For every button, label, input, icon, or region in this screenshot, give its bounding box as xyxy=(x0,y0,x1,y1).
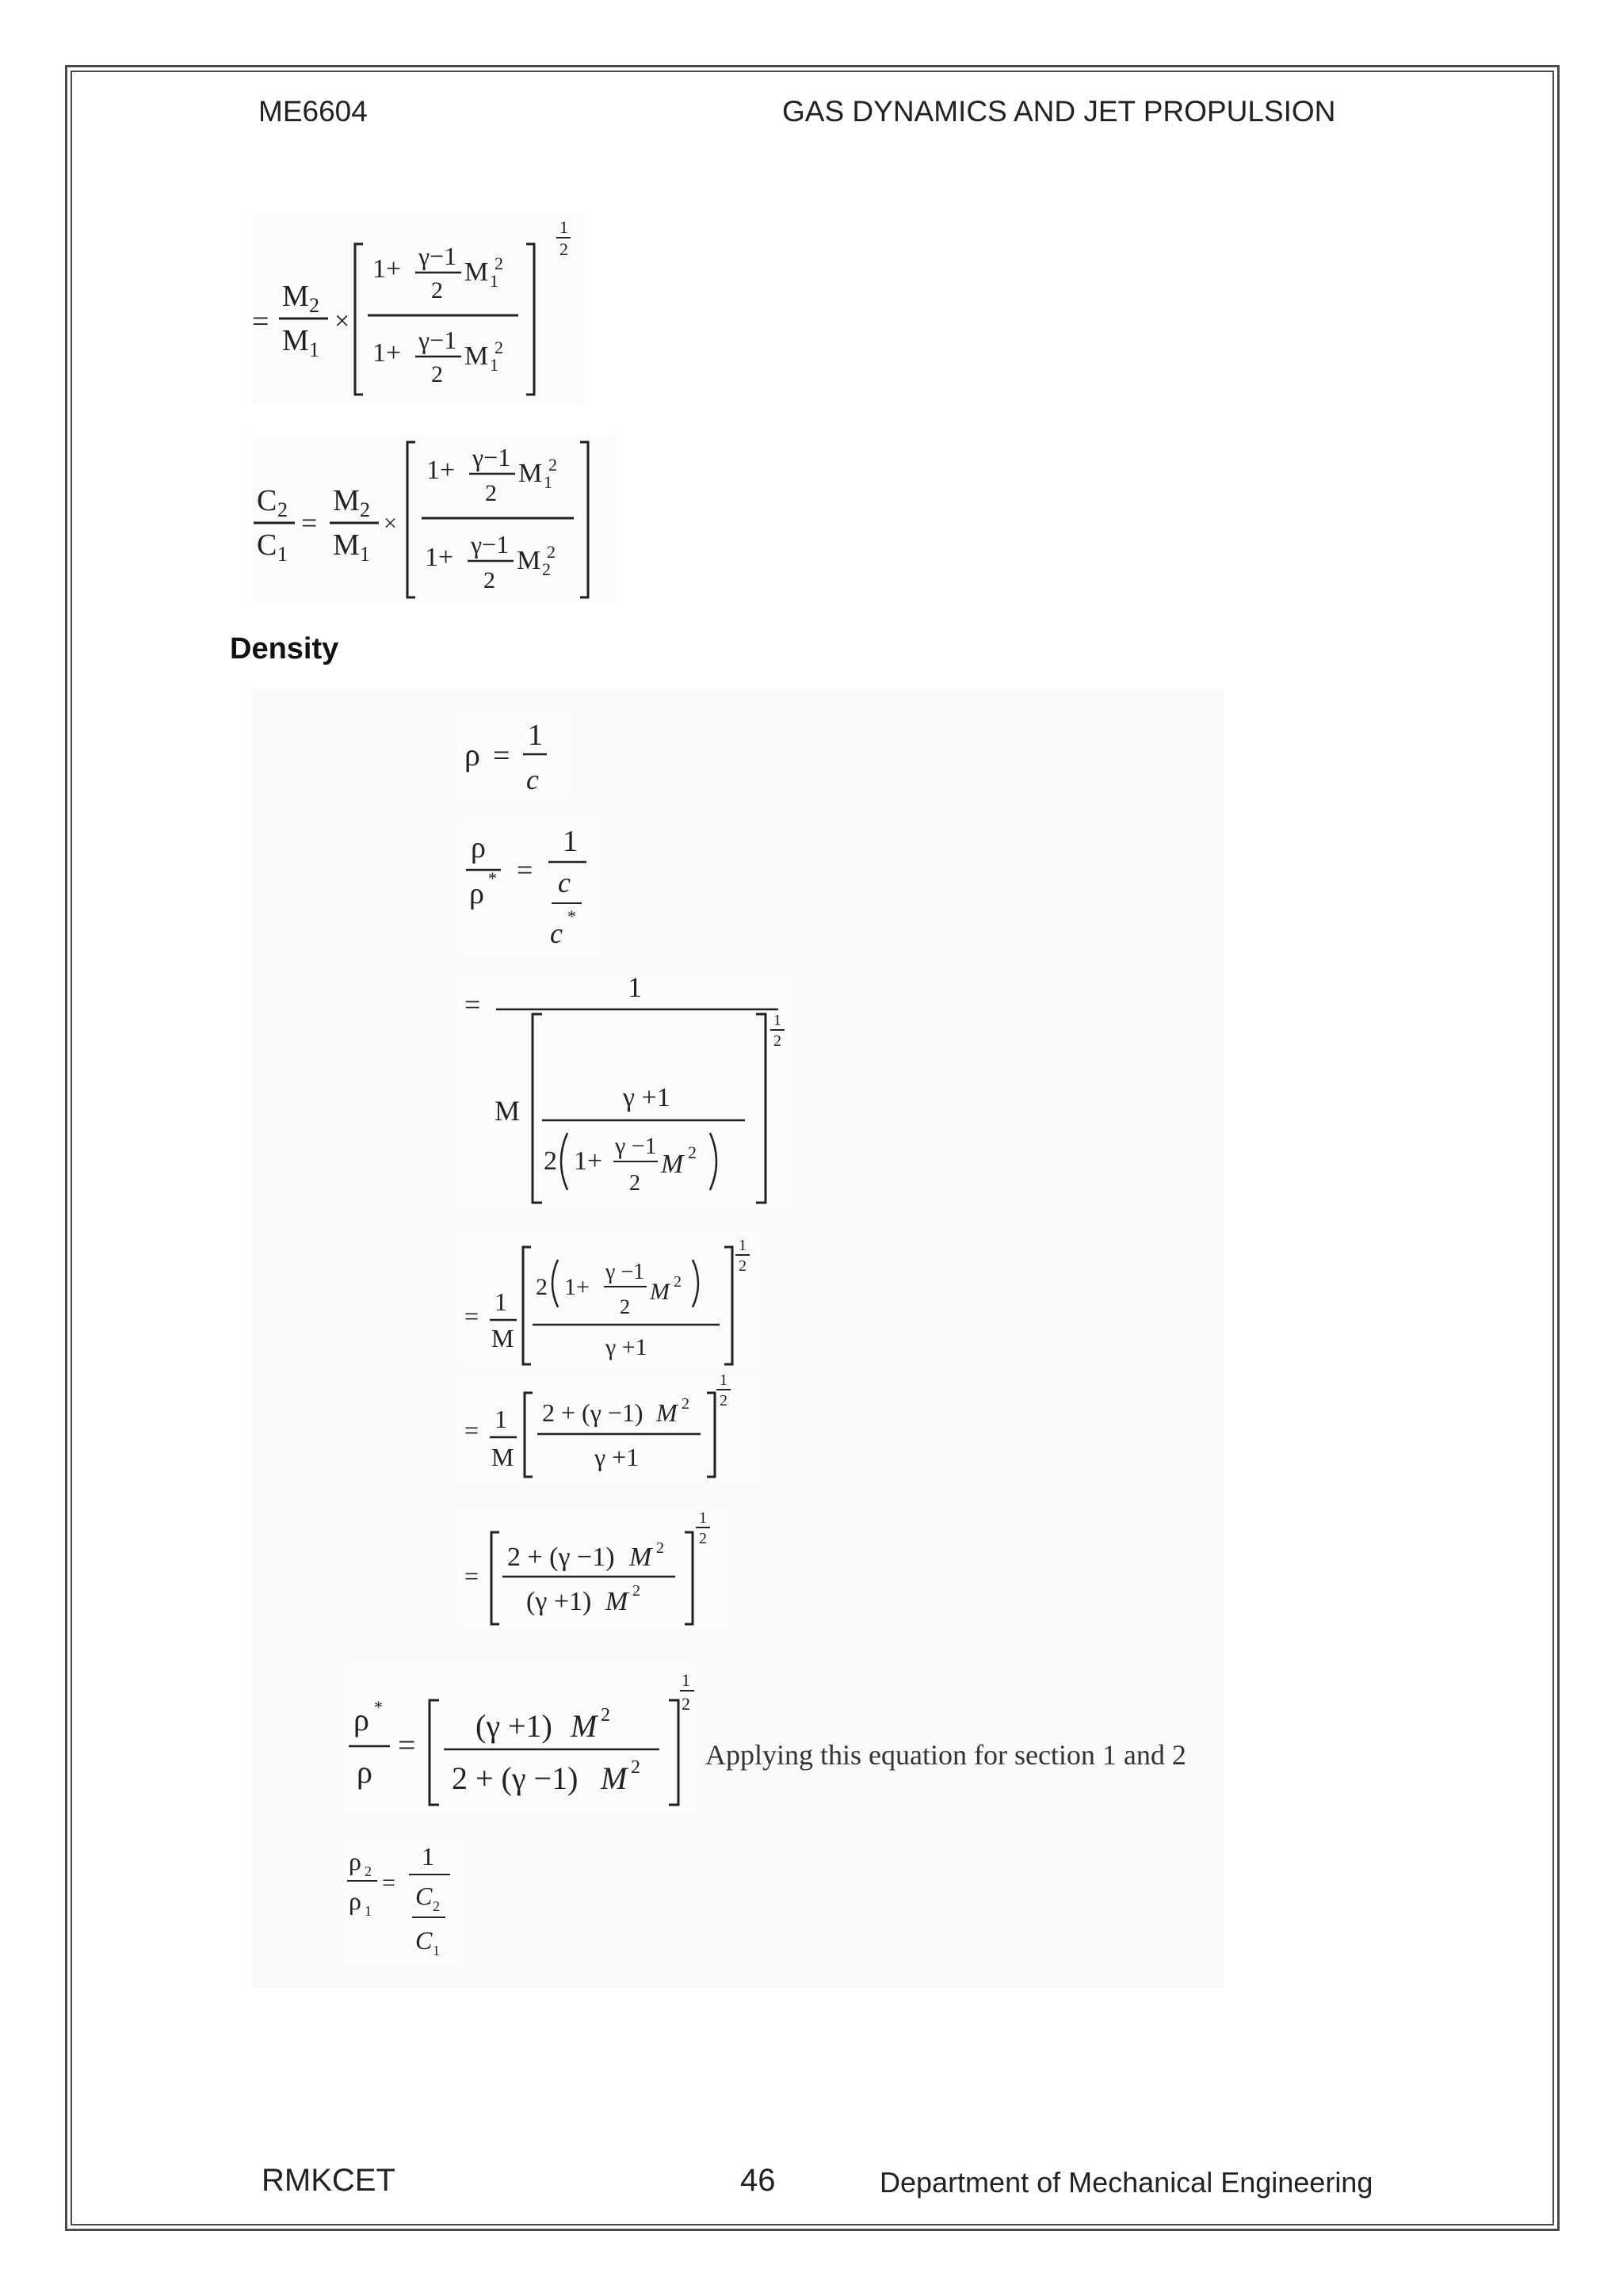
svg-text:1: 1 xyxy=(490,355,498,375)
svg-text:M: M xyxy=(517,546,541,575)
svg-text:2: 2 xyxy=(674,1273,682,1291)
svg-text:M: M xyxy=(464,341,489,371)
svg-text:1+: 1+ xyxy=(574,1146,603,1176)
svg-text:2: 2 xyxy=(360,498,370,521)
svg-text:ρ: ρ xyxy=(353,1702,369,1737)
equation-step-1-graphic xyxy=(460,971,792,1212)
svg-text:c: c xyxy=(526,764,539,795)
svg-text:2: 2 xyxy=(699,1530,707,1547)
svg-text:2: 2 xyxy=(739,1257,747,1275)
equation-rho-star xyxy=(346,1664,694,1814)
svg-text:1+: 1+ xyxy=(426,456,456,485)
svg-text:1: 1 xyxy=(682,1670,690,1690)
svg-text:C: C xyxy=(415,1882,433,1910)
svg-text:(γ +1): (γ +1) xyxy=(475,1708,552,1744)
svg-text:1: 1 xyxy=(422,1842,434,1871)
svg-text:M: M xyxy=(650,1279,670,1305)
svg-text:M: M xyxy=(571,1708,598,1744)
equation-step-4 xyxy=(460,1508,729,1627)
footer-page-number: 46 xyxy=(740,2163,776,2198)
svg-text:M: M xyxy=(495,1095,521,1127)
svg-text:×: × xyxy=(334,307,350,336)
svg-text:2: 2 xyxy=(365,1863,372,1879)
equation-velocity-ratio xyxy=(252,434,617,602)
svg-text:2: 2 xyxy=(431,361,443,387)
svg-text:M: M xyxy=(333,528,360,562)
svg-text:γ−1: γ−1 xyxy=(418,326,457,354)
svg-text:2: 2 xyxy=(536,1274,548,1300)
svg-text:=: = xyxy=(464,1302,479,1330)
svg-text:*: * xyxy=(567,906,576,926)
svg-text:γ−1: γ−1 xyxy=(472,443,511,471)
svg-text:1+: 1+ xyxy=(372,254,402,284)
svg-text:1: 1 xyxy=(360,543,370,566)
svg-text:*: * xyxy=(374,1697,383,1717)
svg-text:2: 2 xyxy=(601,1705,610,1726)
svg-text:M: M xyxy=(518,459,543,488)
svg-text:2 + (γ −1): 2 + (γ −1) xyxy=(507,1543,615,1572)
header-course-title: GAS DYNAMICS AND JET PROPULSION xyxy=(782,95,1336,128)
svg-text:M: M xyxy=(629,1543,652,1572)
svg-text:2: 2 xyxy=(544,1146,557,1176)
equation-step-3-graphic xyxy=(460,1371,761,1485)
svg-text:2 + (γ −1): 2 + (γ −1) xyxy=(542,1398,643,1427)
svg-text:M: M xyxy=(605,1587,628,1616)
svg-text:1: 1 xyxy=(528,719,543,752)
equation-rho-definition-graphic xyxy=(460,713,571,800)
footer-college: RMKCET xyxy=(262,2163,395,2198)
svg-text:γ−1: γ−1 xyxy=(471,530,510,559)
svg-text:(γ +1): (γ +1) xyxy=(526,1587,592,1616)
svg-text:M: M xyxy=(464,257,489,287)
svg-text:M: M xyxy=(601,1760,628,1796)
svg-text:=: = xyxy=(398,1727,416,1763)
equation-mach-ratio xyxy=(252,214,585,404)
svg-text:2: 2 xyxy=(495,338,503,357)
svg-text:c: c xyxy=(550,917,563,949)
svg-text:2: 2 xyxy=(720,1392,727,1409)
svg-text:1: 1 xyxy=(277,543,288,566)
svg-text:2: 2 xyxy=(547,542,556,562)
equation-rho-2-over-1-graphic xyxy=(346,1838,464,1965)
svg-text:C: C xyxy=(257,484,277,517)
svg-text:2: 2 xyxy=(632,1582,640,1600)
svg-text:1: 1 xyxy=(495,1405,507,1433)
svg-text:=: = xyxy=(382,1870,395,1896)
equation-rho-ratio-graphic xyxy=(460,821,602,955)
svg-text:2: 2 xyxy=(629,1171,640,1196)
svg-text:1: 1 xyxy=(495,1287,507,1316)
svg-text:γ −1: γ −1 xyxy=(615,1133,657,1159)
svg-text:=: = xyxy=(517,854,533,886)
svg-text:ρ: ρ xyxy=(469,877,484,910)
svg-text:2: 2 xyxy=(559,239,568,259)
svg-text:2: 2 xyxy=(309,294,319,317)
svg-text:M: M xyxy=(656,1398,678,1427)
svg-text:γ +1: γ +1 xyxy=(594,1443,640,1471)
svg-text:×: × xyxy=(384,510,397,536)
svg-text:2: 2 xyxy=(631,1757,640,1778)
svg-text:1+: 1+ xyxy=(372,338,402,368)
svg-text:2: 2 xyxy=(656,1539,664,1557)
svg-text:ρ: ρ xyxy=(349,1886,361,1915)
equation-rho-2-over-1 xyxy=(346,1838,464,1965)
footer-department: Department of Mechanical Engineering xyxy=(880,2166,1373,2199)
svg-text:1: 1 xyxy=(628,971,642,1003)
equation-step-2-graphic xyxy=(460,1231,761,1367)
equation-step-1 xyxy=(460,971,792,1212)
svg-text:=: = xyxy=(252,305,269,338)
svg-text:2: 2 xyxy=(433,1898,440,1914)
svg-text:2: 2 xyxy=(483,567,495,593)
svg-text:2: 2 xyxy=(688,1142,697,1162)
equation-step-2 xyxy=(460,1231,761,1367)
svg-text:1: 1 xyxy=(309,338,319,361)
svg-text:2: 2 xyxy=(431,277,443,303)
svg-text:=: = xyxy=(464,1416,479,1444)
svg-text:2: 2 xyxy=(682,1395,689,1413)
svg-text:c: c xyxy=(558,867,571,898)
svg-text:2: 2 xyxy=(682,1694,690,1714)
svg-text:ρ: ρ xyxy=(471,831,486,864)
svg-text:2: 2 xyxy=(773,1032,781,1050)
svg-text:1: 1 xyxy=(699,1509,707,1527)
svg-text:1: 1 xyxy=(773,1012,781,1029)
svg-text:=: = xyxy=(464,1562,479,1590)
svg-text:M: M xyxy=(491,1443,514,1471)
svg-text:2: 2 xyxy=(495,254,503,273)
svg-text:ρ: ρ xyxy=(357,1754,372,1790)
equation-rho-definition xyxy=(460,713,571,800)
svg-text:1: 1 xyxy=(559,217,568,237)
svg-text:=: = xyxy=(464,989,481,1020)
svg-text:2: 2 xyxy=(542,559,551,579)
svg-text:γ +1: γ +1 xyxy=(623,1083,670,1112)
svg-text:1: 1 xyxy=(563,825,578,858)
svg-text:1: 1 xyxy=(720,1371,727,1389)
svg-text:C: C xyxy=(257,528,277,562)
section-heading-density: Density xyxy=(230,632,339,666)
svg-text:2: 2 xyxy=(277,498,288,521)
applying-equation-note: Applying this equation for section 1 and 2 xyxy=(705,1739,1186,1771)
equation-mach-ratio-graphic xyxy=(252,214,585,404)
svg-text:2: 2 xyxy=(548,455,557,475)
svg-text:M: M xyxy=(282,280,309,313)
equation-step-3 xyxy=(460,1371,761,1485)
svg-text:γ −1: γ −1 xyxy=(605,1260,645,1284)
svg-text:1: 1 xyxy=(490,271,498,291)
svg-text:ρ: ρ xyxy=(464,737,480,772)
svg-text:M: M xyxy=(661,1150,684,1179)
svg-text:1+: 1+ xyxy=(564,1274,590,1300)
svg-text:C: C xyxy=(415,1926,433,1955)
svg-text:*: * xyxy=(488,868,497,888)
svg-text:=: = xyxy=(301,507,318,539)
equation-rho-ratio xyxy=(460,821,602,955)
svg-text:2 + (γ −1): 2 + (γ −1) xyxy=(452,1760,579,1796)
equation-velocity-ratio-graphic xyxy=(252,434,617,602)
svg-text:γ +1: γ +1 xyxy=(605,1334,647,1360)
svg-text:γ−1: γ−1 xyxy=(418,242,457,270)
svg-text:=: = xyxy=(493,739,510,772)
svg-text:1: 1 xyxy=(433,1943,440,1958)
svg-text:1+: 1+ xyxy=(425,543,454,572)
svg-text:1: 1 xyxy=(544,472,552,492)
svg-text:M: M xyxy=(282,324,309,357)
svg-text:1: 1 xyxy=(365,1903,372,1919)
svg-text:2: 2 xyxy=(620,1295,630,1318)
svg-text:M: M xyxy=(333,484,360,517)
svg-text:ρ: ρ xyxy=(349,1847,361,1875)
svg-text:1: 1 xyxy=(739,1237,747,1254)
equation-step-4-graphic xyxy=(460,1508,729,1627)
header-course-code: ME6604 xyxy=(258,95,368,128)
equation-rho-star-graphic xyxy=(346,1664,694,1814)
svg-text:2: 2 xyxy=(485,480,497,506)
svg-text:M: M xyxy=(491,1324,514,1352)
